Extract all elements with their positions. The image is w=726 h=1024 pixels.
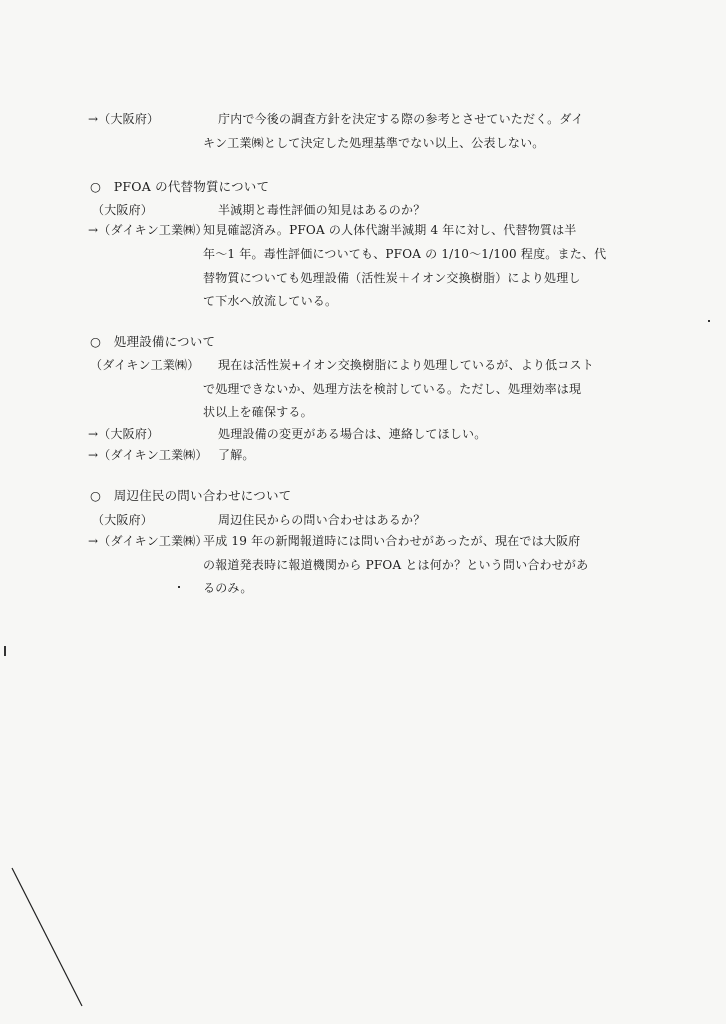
section3-statement3-text: 了解。 — [218, 448, 255, 462]
section2-heading: ○ PFOA の代替物質について — [90, 179, 270, 194]
section2-answer-speaker: →（ダイキン工業㈱） — [88, 223, 208, 237]
section3-statement1-line3: 状以上を確保する。 — [203, 405, 313, 419]
section2-answer-line1: 知見確認済み。PFOA の人体代謝半減期 4 年に対し、代替物質は半 — [203, 223, 577, 237]
section4-answer-line2: の報道発表時に報道機関から PFOA とは何か？という問い合わせがあ — [203, 558, 589, 572]
section2-question-speaker: （大阪府） — [92, 203, 154, 217]
section2-answer-line3: 替物質についても処理設備（活性炭＋イオン交換樹脂）により処理し — [203, 271, 581, 285]
section3-heading: ○ 処理設備について — [90, 334, 216, 349]
section4-answer-line3: るのみ。 — [203, 581, 253, 595]
block1-text-line1: 庁内で今後の調査方針を決定する際の参考とさせていただく。ダイ — [218, 112, 584, 126]
section4-question-text: 周辺住民からの問い合わせはあるか？ — [218, 513, 426, 527]
section3-statement2-speaker: →（大阪府） — [88, 427, 160, 441]
section4-question-speaker: （大阪府） — [92, 513, 154, 527]
block1-text-line2: キン工業㈱として決定した処理基準でない以上、公表しない。 — [203, 136, 545, 150]
section4-answer-speaker: →（ダイキン工業㈱） — [88, 534, 208, 548]
section3-statement1-speaker: （ダイキン工業㈱） — [90, 358, 200, 372]
section4-heading: ○ 周辺住民の問い合わせについて — [90, 488, 292, 503]
section3-statement2-text: 処理設備の変更がある場合は、連絡してほしい。 — [218, 427, 487, 441]
section2-answer-line2: 年～1 年。毒性評価についても、PFOA の 1/10～1/100 程度。また、代 — [203, 247, 607, 261]
section4-answer-line1: 平成 19 年の新聞報道時には問い合わせがあったが、現在では大阪府 — [203, 534, 581, 548]
section3-statement3-speaker: →（ダイキン工業㈱） — [88, 448, 208, 462]
section3-statement1-line1: 現在は活性炭+イオン交換樹脂により処理しているが、より低コスト — [218, 358, 594, 372]
section2-answer-line4: て下水へ放流している。 — [203, 294, 338, 308]
block1-speaker: →（大阪府） — [88, 112, 160, 126]
section2-question-text: 半減期と毒性評価の知見はあるのか？ — [218, 203, 426, 217]
section3-statement1-line2: で処理できないか、処理方法を検討している。ただし、処理効率は現 — [203, 382, 582, 396]
